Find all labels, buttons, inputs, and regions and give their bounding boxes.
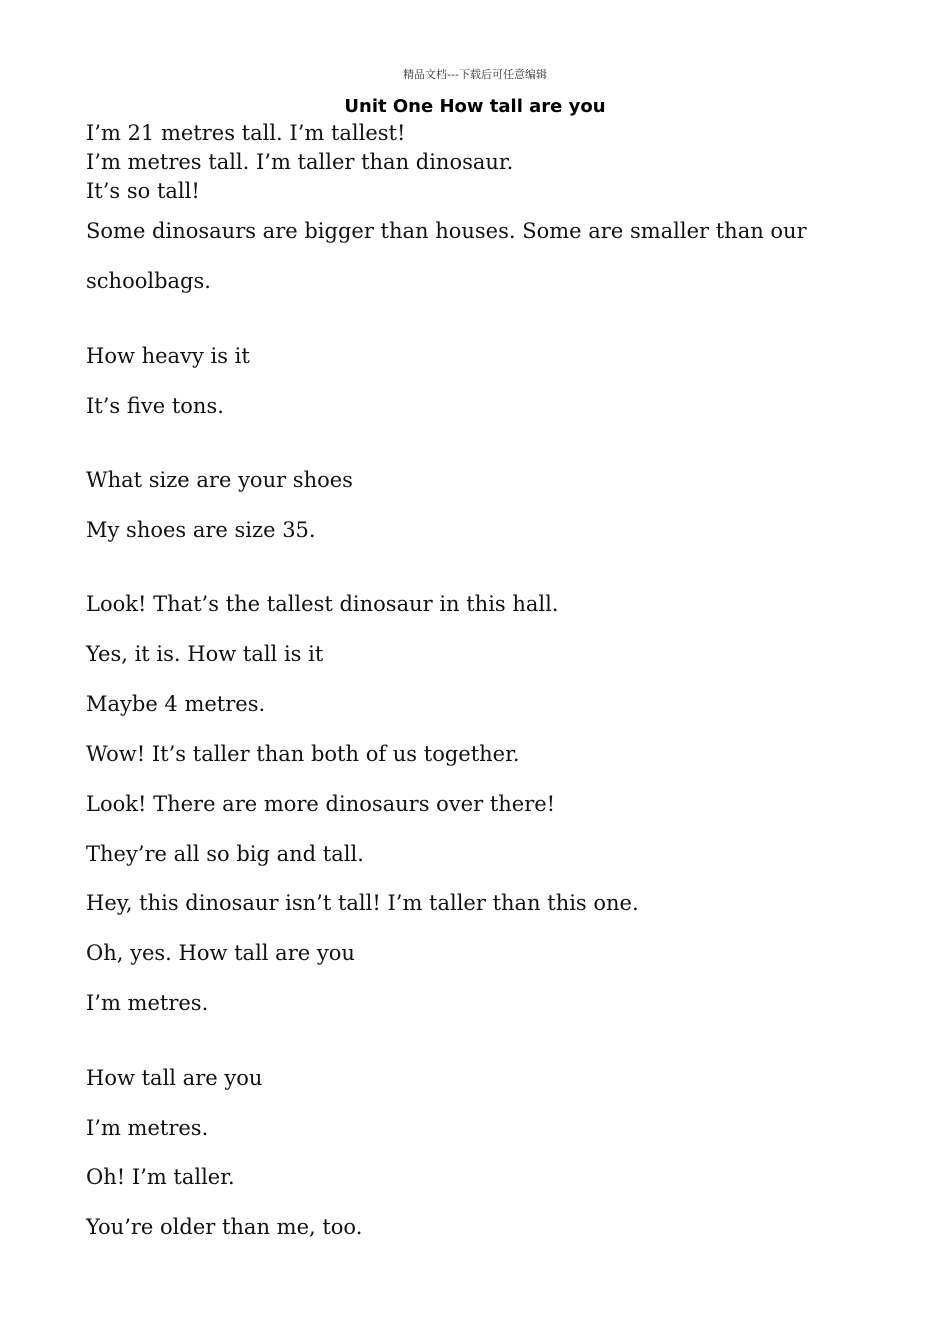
text-line: I’m metres. [86,991,209,1015]
text-line: Hey, this dinosaur isn’t tall! I’m taller than this one. [86,891,639,915]
text-line: Wow! It’s taller than both of us together. [86,742,520,766]
text-line: Oh! I’m taller. [86,1165,235,1189]
text-line: It’s five tons. [86,394,224,418]
text-line: Oh, yes. How tall are you [86,941,355,965]
text-line: I’m 21 metres tall. I’m tallest! [86,121,406,145]
text-line: schoolbags. [86,269,211,293]
text-line: I’m metres. [86,1116,209,1140]
text-line: How heavy is it [86,344,250,368]
page-header: 精品文档---下载后可任意编辑 [403,68,547,81]
page-title: Unit One How tall are you [344,96,606,117]
text-line: What size are your shoes [86,468,353,492]
text-line: My shoes are size 35. [86,518,316,542]
text-line: It’s so tall! [86,179,200,203]
text-line: Maybe 4 metres. [86,692,266,716]
text-line: I’m metres tall. I’m taller than dinosaur. [86,150,514,174]
text-line: They’re all so big and tall. [86,842,364,866]
text-line: Look! That’s the tallest dinosaur in this hall. [86,592,559,616]
text-line: Yes, it is. How tall is it [86,642,324,666]
text-line: Look! There are more dinosaurs over there! [86,792,556,816]
text-line: Some dinosaurs are bigger than houses. Some are smaller than our [86,219,807,243]
text-line: How tall are you [86,1066,263,1090]
text-line: You’re older than me, too. [86,1215,363,1239]
